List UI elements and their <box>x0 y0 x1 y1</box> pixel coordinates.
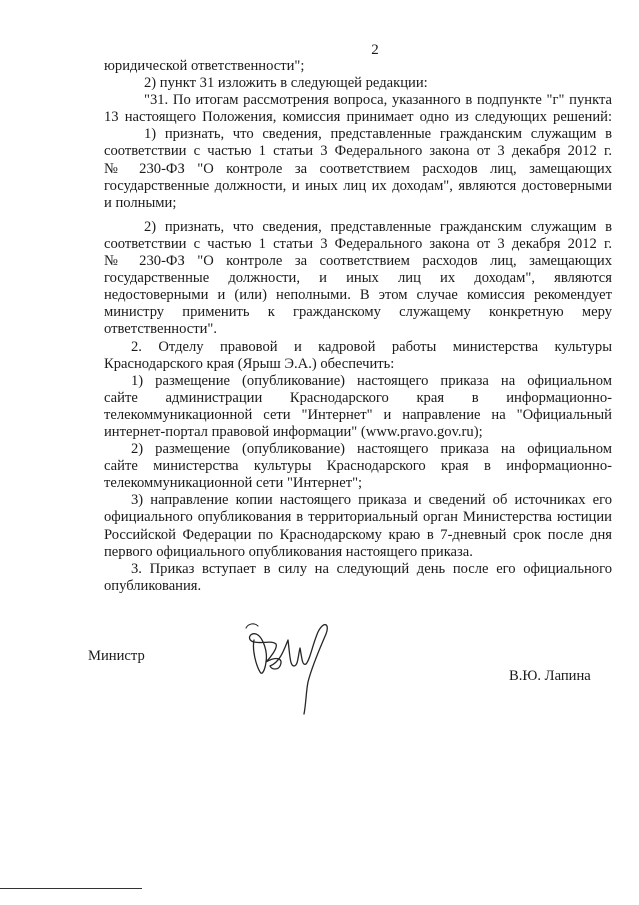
text-line: 3) направление копии настоящего приказа и сведений об источниках его <box>131 492 612 509</box>
text-line: Российской Федерации по Краснодарскому краю в 7-дневный срок после дня <box>104 526 612 543</box>
text-line: соответствии с частью 1 статьи 3 Федерального закона от 3 декабря 2012 г. <box>104 143 612 160</box>
text-line: 2) пункт 31 изложить в следующей редакции: <box>144 75 428 92</box>
text-line: сайте администрации Краснодарского края в информационно- <box>104 389 612 406</box>
text-line: ответственности". <box>104 321 218 338</box>
page-number: 2 <box>371 42 379 58</box>
text-line: опубликования. <box>104 577 202 594</box>
signature-block <box>0 610 639 730</box>
text-line: 3. Приказ вступает в силу на следующий день после его официального <box>131 560 612 577</box>
text-line: № 230-ФЗ "О контроле за соответствием расходов лиц, замещающих <box>104 253 612 270</box>
text-line: № 230-ФЗ "О контроле за соответствием расходов лиц, замещающих <box>104 160 612 177</box>
text-line: министру применить к гражданскому служащему конкретную меру <box>104 304 612 321</box>
text-line: и полными; <box>104 194 177 211</box>
text-line: 2. Отделу правовой и кадровой работы министерства культуры <box>131 338 612 355</box>
text-line: Краснодарского края (Ярыш Э.А.) обеспечить: <box>104 355 395 372</box>
text-line: государственные должности, и иных лиц их доходам", являются достоверными <box>104 177 612 194</box>
paragraph-gap <box>104 212 612 219</box>
text-line: юридической ответственности"; <box>104 58 305 74</box>
text-line: 2) размещение (опубликование) настоящего приказа на официальном <box>131 441 612 458</box>
signatory-name: В.Ю. Лапина <box>509 668 591 684</box>
text-line: официального опубликования в территориальный орган Министерства юстиции <box>104 509 612 526</box>
signatory-title: Министр <box>88 648 145 664</box>
text-line: "31. По итогам рассмотрения вопроса, указанного в подпункте "г" пункта <box>144 92 612 109</box>
text-line: 1) признать, что сведения, представленные гражданским служащим в <box>144 126 612 143</box>
text-line: соответствии с частью 1 статьи 3 Федерального закона от 3 декабря 2012 г. <box>104 235 612 252</box>
document-body <box>104 58 612 595</box>
text-line: 2) признать, что сведения, представленные гражданским служащим в <box>144 218 612 235</box>
text-line: недостоверными и (или) неполными. В этом случае комиссия рекомендует <box>104 287 612 304</box>
text-line: 13 настоящего Положения, комиссия принимает одно из следующих решений: <box>104 109 612 126</box>
text-line: сайте министерства культуры Краснодарского края в информационно- <box>104 458 612 475</box>
text-line: первого официального опубликования настоящего приказа. <box>104 543 473 560</box>
text-line: телекоммуникационной сети "Интернет" и направление на "Официальный <box>104 406 612 423</box>
text-line: интернет-портал правовой информации" (www.pravo.gov.ru); <box>104 423 483 440</box>
text-line: 1) размещение (опубликование) настоящего приказа на официальном <box>131 372 612 389</box>
text-line: государственные должности, и иных лиц их доходам", являются <box>104 270 612 287</box>
text-line: телекоммуникационной сети "Интернет"; <box>104 475 363 492</box>
footer-divider <box>0 888 142 889</box>
handwritten-signature <box>232 610 342 720</box>
